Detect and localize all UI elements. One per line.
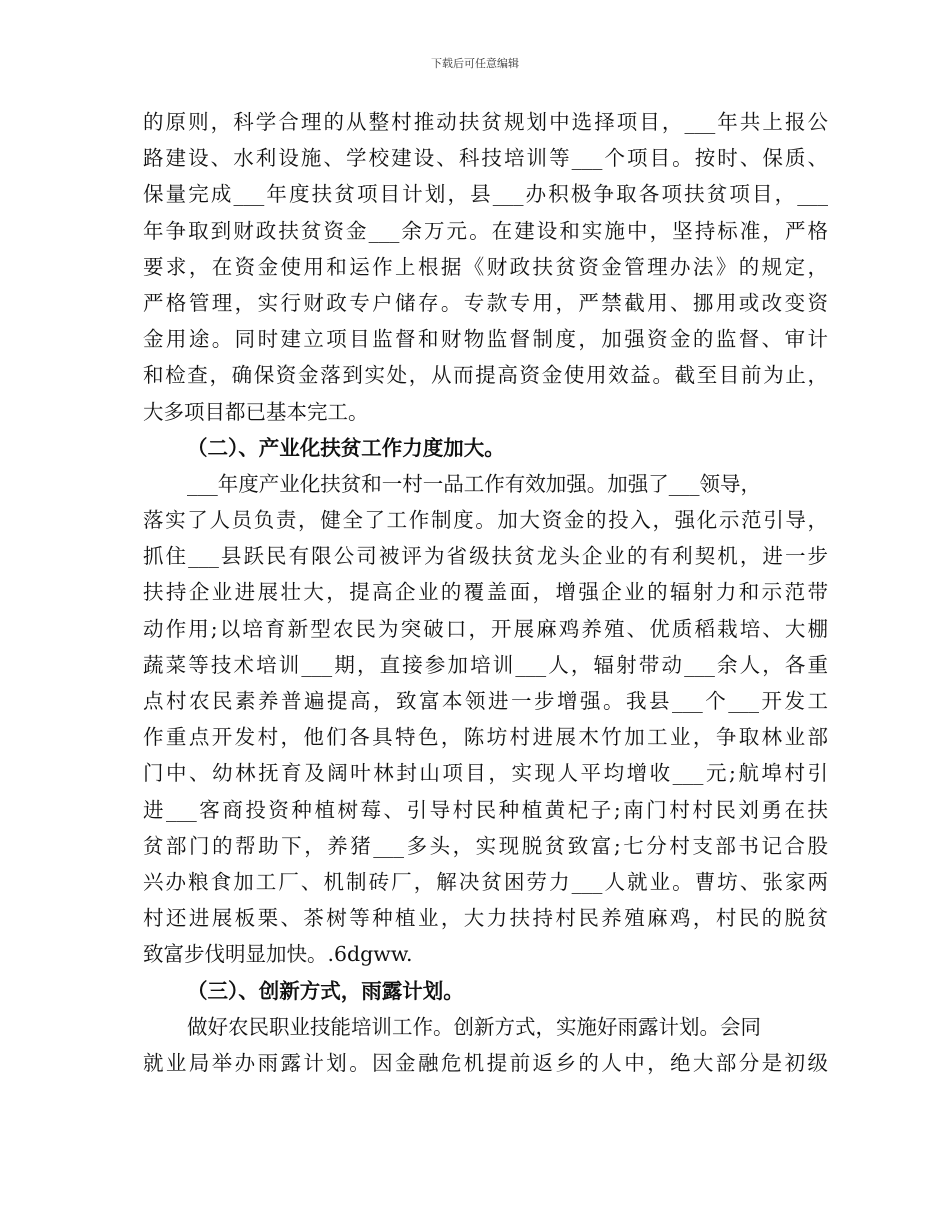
text-line: 抓住___县跃民有限公司被评为省级扶贫龙头企业的有利契机，进一步 (143, 544, 828, 569)
text-line: 村还进展板栗、茶树等种植业，大力扶持村民养殖麻鸡，村民的脱贫 (143, 906, 828, 931)
text-line: 动作用;以培育新型农民为突破口，开展麻鸡养殖、优质稻栽培、大棚 (143, 616, 828, 641)
text-line: 就业局举办雨露计划。因金融危机提前返乡的人中，绝大部分是初级 (143, 1050, 828, 1075)
text-line: 致富步伐明显加快。.6dgww. (143, 942, 413, 967)
text-line: 点村农民素养普遍提高，致富本领进一步增强。我县___个___开发工 (143, 689, 828, 713)
text-line: 作重点开发村，他们各具特色，陈坊村进展木竹加工业，争取林业部 (143, 725, 828, 750)
text-line: 和检查，确保资金落到实处，从而提高资金使用效益。截至目前为止， (143, 363, 828, 388)
text-line: 做好农民职业技能培训工作。创新方式，实施好雨露计划。会同 (187, 1014, 761, 1039)
text-line: 路建设、水利设施、学校建设、科技培训等___个项目。按时、保质、 (143, 146, 828, 171)
section-heading: （二）、产业化扶贫工作力度加大。 (187, 435, 505, 460)
text-line: 严格管理，实行财政专户储存。专款专用，严禁截用、挪用或改变资 (143, 290, 828, 315)
page-header: 下载后可任意编辑 (431, 57, 519, 70)
text-line: 的原则，科学合理的从整村推动扶贫规划中选择项目，___年共上报公 (143, 110, 828, 134)
text-line: 要求，在资金使用和运作上根据《财政扶贫资金管理办法》的规定， (143, 254, 828, 279)
text-line: 蔬菜等技术培训___期，直接参加培训___人，辐射带动___余人，各重 (143, 652, 828, 677)
section-heading: （三）、创新方式，雨露计划。 (187, 978, 464, 1003)
text-line: 扶持企业进展壮大，提高企业的覆盖面，增强企业的辐射力和示范带 (143, 580, 828, 605)
text-line: 年争取到财政扶贫资金___余万元。在建设和实施中，坚持标准，严格 (143, 218, 828, 243)
text-line: 兴办粮食加工厂、机制砖厂，解决贫困劳力___人就业。曹坊、张家两 (143, 869, 828, 894)
text-line: 门中、幼林抚育及阔叶林封山项目，实现人平均增收___元;航埠村引 (143, 761, 828, 786)
body-text (143, 104, 828, 1081)
text-line: 进___客商投资种植树莓、引导村民种植黄杞子;南门村村民刘勇在扶 (143, 797, 828, 822)
text-line: 落实了人员负责，健全了工作制度。加大资金的投入，强化示范引导， (143, 508, 828, 533)
text-line: ___年度产业化扶贫和一村一品工作有效加强。加强了___领导， (187, 471, 761, 496)
text-line: 贫部门的帮助下，养猪___多头，实现脱贫致富;七分村支部书记合股 (143, 833, 828, 858)
text-line: 大多项目都已基本完工。 (143, 399, 369, 424)
text-line: 保量完成___年度扶贫项目计划，县___办积极争取各项扶贫项目，___ (143, 182, 828, 207)
text-line: 金用途。同时建立项目监督和财物监督制度，加强资金的监督、审计 (143, 327, 828, 352)
